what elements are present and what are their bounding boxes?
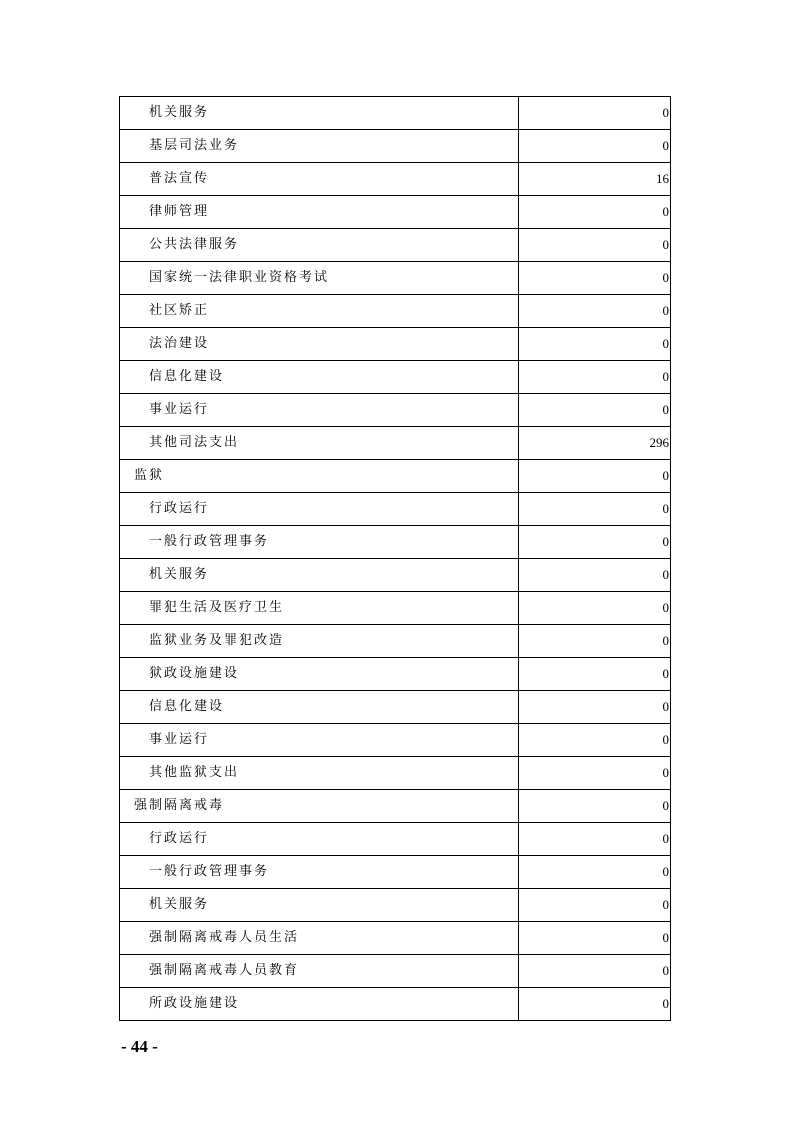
page-number: - 44 - — [121, 1037, 158, 1056]
item-name-cell: 基层司法业务 — [120, 130, 519, 163]
item-name-cell: 其他监狱支出 — [120, 757, 519, 790]
amount-cell: 296 — [519, 427, 671, 460]
table-row — [120, 295, 671, 328]
amount-cell: 0 — [519, 262, 671, 295]
table-row — [120, 757, 671, 790]
amount-cell: 0 — [519, 361, 671, 394]
amount-cell: 0 — [519, 196, 671, 229]
amount-cell: 0 — [519, 724, 671, 757]
item-name-cell: 机关服务 — [120, 889, 519, 922]
table-row — [120, 658, 671, 691]
table-row — [120, 262, 671, 295]
table-row — [120, 988, 671, 1021]
table-row — [120, 328, 671, 361]
item-name-cell: 一般行政管理事务 — [120, 856, 519, 889]
item-name-cell: 其他司法支出 — [120, 427, 519, 460]
amount-cell: 0 — [519, 559, 671, 592]
table-row — [120, 790, 671, 823]
table-row — [120, 592, 671, 625]
table-row — [120, 460, 671, 493]
table-row — [120, 97, 671, 130]
category-name-cell: 监狱 — [120, 460, 519, 493]
amount-cell: 0 — [519, 889, 671, 922]
table-row — [120, 559, 671, 592]
amount-cell: 0 — [519, 856, 671, 889]
item-name-cell: 强制隔离戒毒人员生活 — [120, 922, 519, 955]
amount-cell: 0 — [519, 592, 671, 625]
item-name-cell: 罪犯生活及医疗卫生 — [120, 592, 519, 625]
item-name-cell: 一般行政管理事务 — [120, 526, 519, 559]
item-name-cell: 法治建设 — [120, 328, 519, 361]
item-name-cell: 社区矫正 — [120, 295, 519, 328]
item-name-cell: 机关服务 — [120, 97, 519, 130]
amount-cell: 0 — [519, 229, 671, 262]
table-row — [120, 856, 671, 889]
amount-cell: 0 — [519, 295, 671, 328]
item-name-cell: 普法宣传 — [120, 163, 519, 196]
item-name-cell: 监狱业务及罪犯改造 — [120, 625, 519, 658]
table-row — [120, 493, 671, 526]
table-row — [120, 130, 671, 163]
amount-cell: 0 — [519, 988, 671, 1021]
item-name-cell: 国家统一法律职业资格考试 — [120, 262, 519, 295]
table-row — [120, 394, 671, 427]
amount-cell: 0 — [519, 526, 671, 559]
table-row — [120, 823, 671, 856]
table-row — [120, 691, 671, 724]
table-body — [120, 97, 671, 1021]
budget-table — [119, 96, 671, 1021]
item-name-cell: 机关服务 — [120, 559, 519, 592]
amount-cell: 0 — [519, 691, 671, 724]
amount-cell: 0 — [519, 757, 671, 790]
item-name-cell: 行政运行 — [120, 493, 519, 526]
table-row — [120, 922, 671, 955]
item-name-cell: 公共法律服务 — [120, 229, 519, 262]
item-name-cell: 狱政设施建设 — [120, 658, 519, 691]
table-row — [120, 361, 671, 394]
item-name-cell: 事业运行 — [120, 724, 519, 757]
amount-cell: 0 — [519, 328, 671, 361]
amount-cell: 0 — [519, 922, 671, 955]
amount-cell: 0 — [519, 823, 671, 856]
category-name-cell: 强制隔离戒毒 — [120, 790, 519, 823]
table-row — [120, 196, 671, 229]
amount-cell: 16 — [519, 163, 671, 196]
amount-cell: 0 — [519, 955, 671, 988]
amount-cell: 0 — [519, 790, 671, 823]
item-name-cell: 信息化建设 — [120, 691, 519, 724]
item-name-cell: 律师管理 — [120, 196, 519, 229]
table-row — [120, 427, 671, 460]
amount-cell: 0 — [519, 493, 671, 526]
item-name-cell: 行政运行 — [120, 823, 519, 856]
table-row — [120, 526, 671, 559]
amount-cell: 0 — [519, 625, 671, 658]
item-name-cell: 所政设施建设 — [120, 988, 519, 1021]
item-name-cell: 信息化建设 — [120, 361, 519, 394]
amount-cell: 0 — [519, 130, 671, 163]
item-name-cell: 事业运行 — [120, 394, 519, 427]
item-name-cell: 强制隔离戒毒人员教育 — [120, 955, 519, 988]
table-row — [120, 889, 671, 922]
amount-cell: 0 — [519, 394, 671, 427]
table-row — [120, 163, 671, 196]
table-row — [120, 625, 671, 658]
amount-cell: 0 — [519, 97, 671, 130]
table-row — [120, 724, 671, 757]
table-row — [120, 229, 671, 262]
amount-cell: 0 — [519, 460, 671, 493]
amount-cell: 0 — [519, 658, 671, 691]
table-row — [120, 955, 671, 988]
